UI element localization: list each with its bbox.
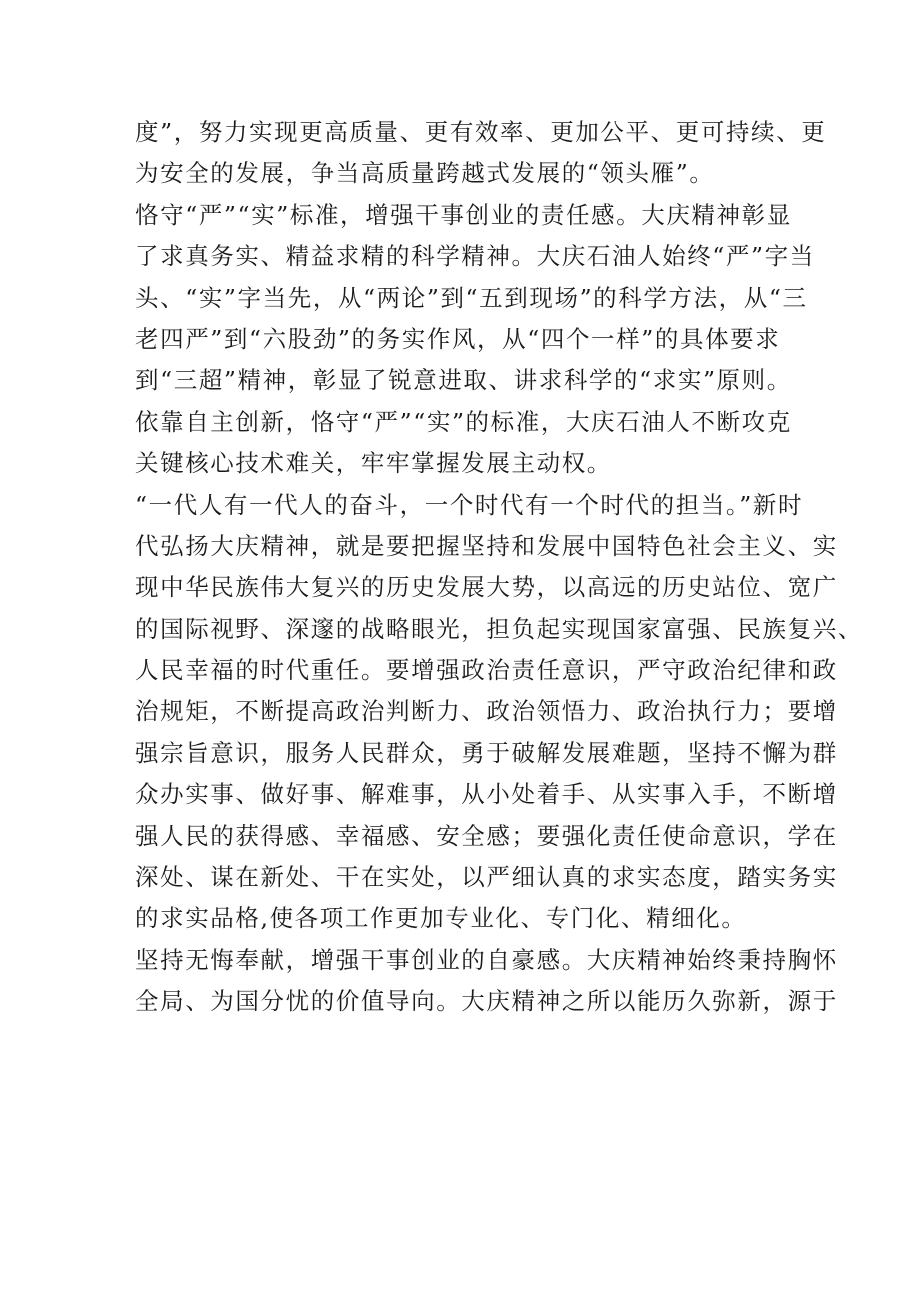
text-line: 强人民的获得感、幸福感、安全感；要强化责任使命意识，学在: [135, 821, 838, 850]
text-line: 依靠自主创新，恪守“严”“实”的标准，大庆石油人不断攻克: [135, 407, 792, 436]
text-line: 强宗旨意识，服务人民群众，勇于破解发展难题，坚持不懈为群: [135, 738, 838, 767]
text-line: 的国际视野、深邃的战略眼光，担负起实现国家富强、民族复兴、: [135, 614, 863, 643]
text-line: 众办实事、做好事、解难事，从小处着手、从实事入手，不断增: [135, 780, 838, 809]
text-line: 治规矩，不断提高政治判断力、政治领悟力、政治执行力；要增: [135, 697, 838, 726]
text-line: 头、“实”字当先，从“两论”到“五到现场”的科学方法，从“三: [135, 283, 808, 312]
text-line: 老四严”到“六股劲”的务实作风，从“四个一样”的具体要求: [135, 324, 781, 353]
text-line: 代弘扬大庆精神，就是要把握坚持和发展中国特色社会主义、实: [135, 531, 838, 560]
text-line: “一代人有一代人的奋斗，一个时代有一个时代的担当。”新时: [135, 490, 804, 519]
text-line: 恪守“严”“实”标准，增强干事创业的责任感。大庆精神彰显: [135, 200, 792, 229]
text-line: 关键核心技术难关，牢牢掌握发展主动权。: [135, 449, 612, 478]
text-line: 到“三超”精神，彰显了锐意进取、讲求科学的“求实”原则。: [135, 366, 792, 395]
text-line: 深处、谋在新处、干在实处，以严细认真的求实态度，踏实务实: [135, 863, 838, 892]
text-line: 人民幸福的时代重任。要增强政治责任意识，严守政治纪律和政: [135, 656, 838, 685]
text-line: 现中华民族伟大复兴的历史发展大势，以高远的历史站位、宽广: [135, 573, 838, 602]
text-line: 度”，努力实现更高质量、更有效率、更加公平、更可持续、更: [135, 118, 827, 146]
text-line: 全局、为国分忧的价值导向。大庆精神之所以能历久弥新，源于: [135, 987, 838, 1016]
text-line: 的求实品格,使各项工作更加专业化、专门化、精细化。: [135, 904, 747, 933]
text-line: 坚持无悔奉献，增强干事创业的自豪感。大庆精神始终秉持胸怀: [135, 945, 838, 974]
text-line: 了求真务实、精益求精的科学精神。大庆石油人始终“严”字当: [135, 242, 815, 271]
body-text: [135, 112, 863, 1023]
text-line: 为安全的发展，争当高质量跨越式发展的“领头雁”。: [135, 159, 715, 188]
